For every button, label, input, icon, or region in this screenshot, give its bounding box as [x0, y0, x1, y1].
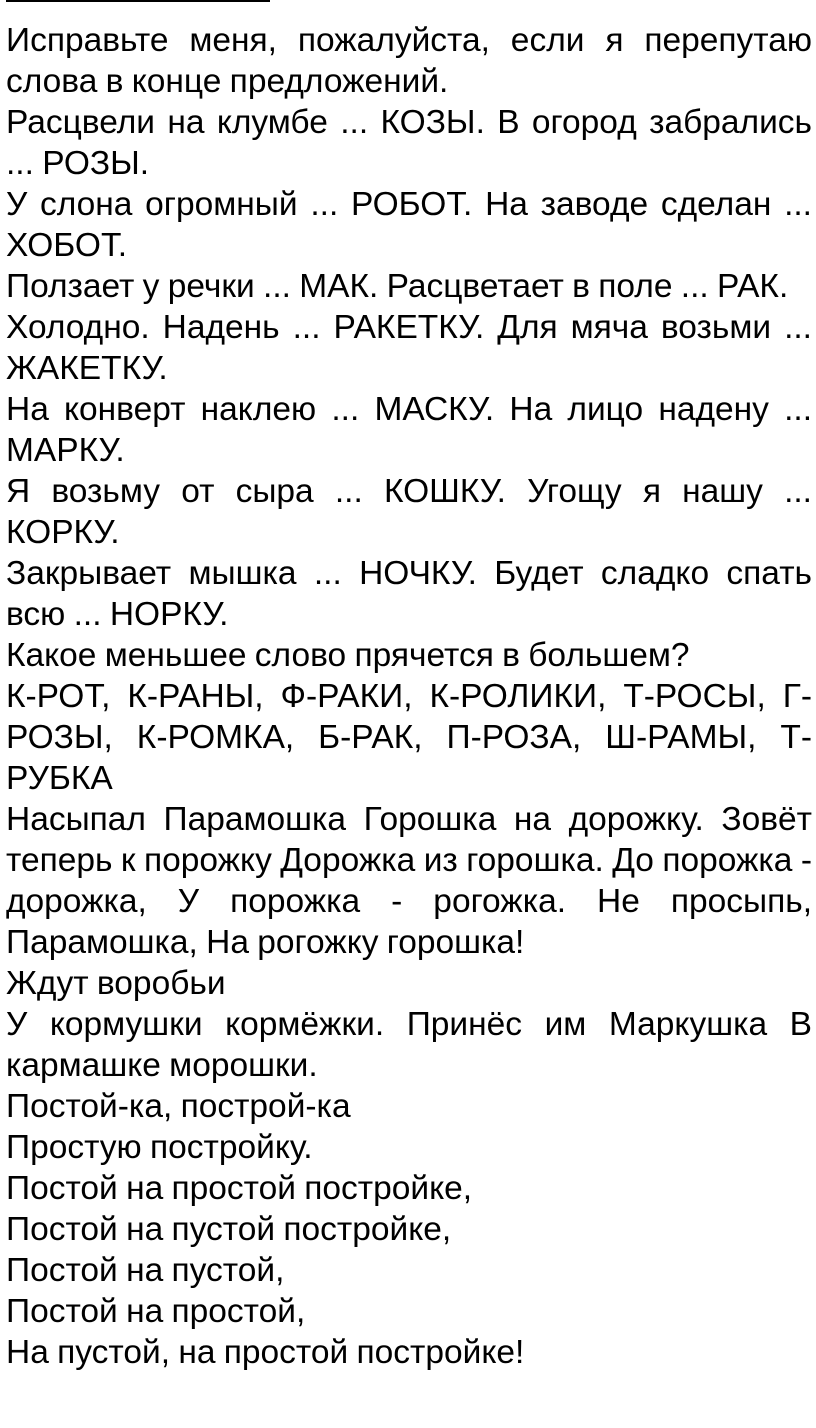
paragraph-mouse: Закрывает мышка ... НОЧКУ. Будет сладко спать всю ... НОРКУ. [6, 555, 812, 633]
paragraph-sparrows: Ждут воробьи [6, 965, 226, 1002]
paragraph-paramoshka: Насыпал Парамошка Горошка на дорожку. Зовёт теперь к порожку Дорожка из горошка. До порожка - дорожка, У порожка - рогожка. Не просыпь, Парамошка, На рогожку горошка! [6, 801, 812, 961]
poem-line-2: Простую постройку. [6, 1129, 313, 1166]
poem-line-6: Постой на простой, [6, 1293, 306, 1330]
poem-line-5: Постой на пустой, [6, 1252, 285, 1289]
paragraph-question: Какое меньшее слово прячется в большем? [6, 637, 690, 674]
poem-line-7: На пустой, на простой постройке! [6, 1334, 525, 1371]
paragraph-feeder: У кормушки кормёжки. Принёс им Маркушка В кармашке морошки. [6, 1006, 812, 1084]
paragraph-river: Ползает у речки ... МАК. Расцветает в поле ... РАК. [6, 268, 789, 305]
document-body [6, 20, 812, 1373]
paragraph-envelope: На конверт наклею ... МАСКУ. На лицо надену ... МАРКУ. [6, 391, 812, 469]
paragraph-intro: Исправьте меня, пожалуйста, если я перепутаю слова в конце предложений. [6, 22, 812, 100]
paragraph-cold: Холодно. Надень ... РАКЕТКУ. Для мяча возьми ... ЖАКЕТКУ. [6, 309, 812, 387]
paragraph-cheese: Я возьму от сыра ... КОШКУ. Угощу я нашу ... КОРКУ. [6, 473, 812, 551]
poem-line-3: Постой на простой постройке, [6, 1170, 473, 1207]
paragraph-word-list: К-РОТ, К-РАНЫ, Ф-РАКИ, К-РОЛИКИ, Т-РОСЫ, Г-РОЗЫ, К-РОМКА, Б-РАК, П-РОЗА, Ш-РАМЫ, Т-РУБКА [6, 678, 812, 797]
paragraph-flowers: Расцвели на клумбе ... КОЗЫ. В огород забрались ... РОЗЫ. [6, 104, 812, 182]
paragraph-elephant: У слона огромный ... РОБОТ. На заводе сделан ... ХОБОТ. [6, 186, 812, 264]
top-divider-line [6, 0, 270, 2]
poem-line-1: Постой-ка, построй-ка [6, 1088, 351, 1125]
poem-line-4: Постой на пустой постройке, [6, 1211, 452, 1248]
